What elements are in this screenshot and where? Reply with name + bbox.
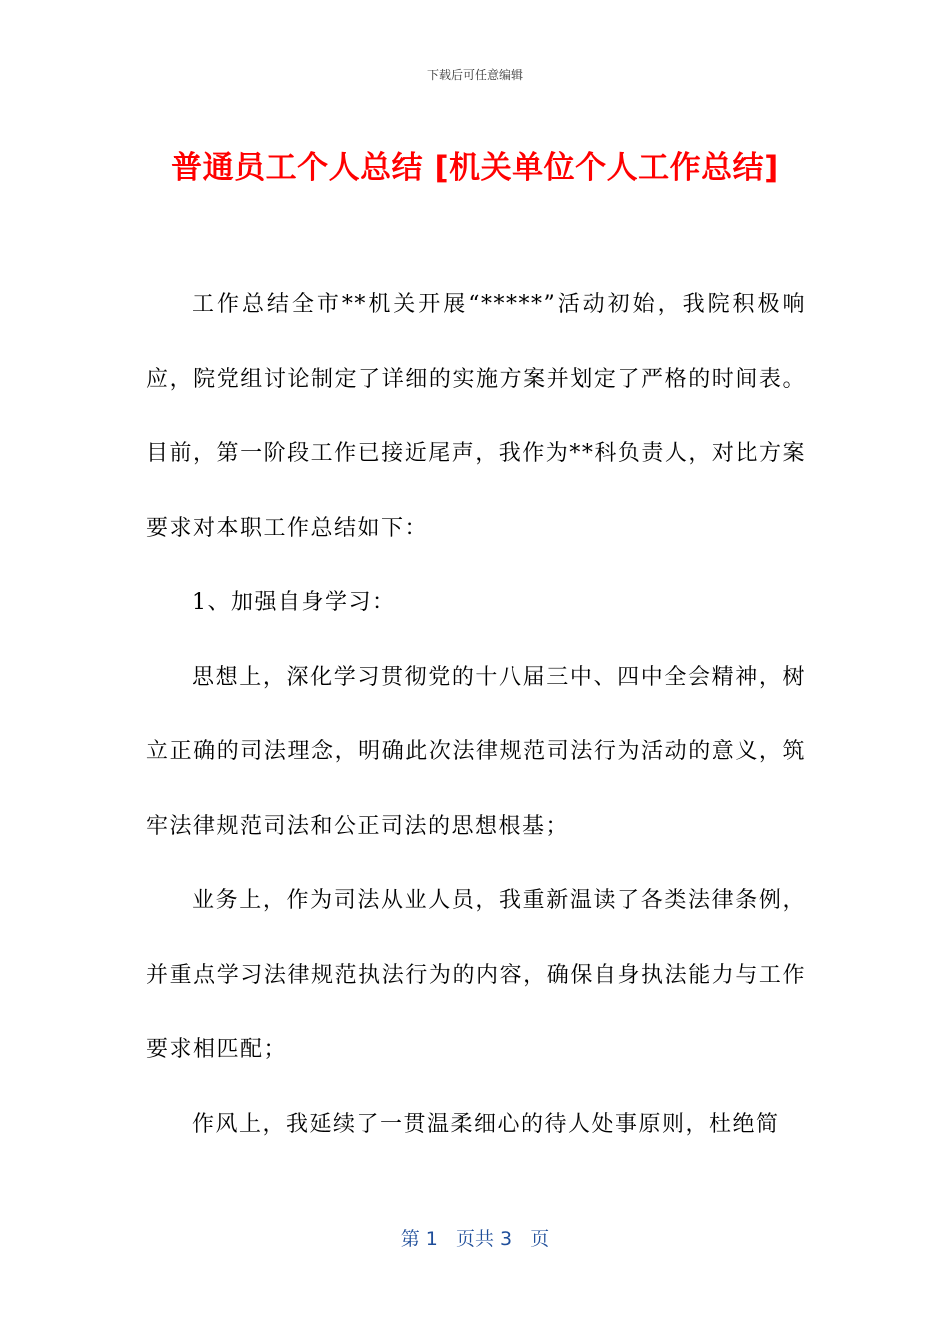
paragraph-heading-study: 1、加强自身学习： [192,590,396,615]
paragraph-thought: 思想上，深化学习贯彻党的十八届三中、四中全会精神，树立正确的司法理念，明确此次法律规范司法行为活动的意义，筑牢法律规范司法和公正司法的思想根基； [146,664,806,839]
paragraph-style: 作风上，我延续了一贯温柔细心的待人处事原则，杜绝简 [192,1111,780,1137]
header-note: 下载后可任意编辑 [426,68,523,82]
paragraph-intro: 工作总结全市**机关开展“*****”活动初始，我院积极响应，院党组讨论制定了详细的实施方案并划定了严格的时间表。目前，第一阶段工作已接近尾声，我作为**科负责人，对比方案要求对本职工作总结如下： [146,292,806,541]
document-body [146,268,806,1162]
paragraph-business: 业务上，作为司法从业人员，我重新温读了各类法律条例，并重点学习法律规范执法行为的内容，确保自身执法能力与工作要求相匹配； [146,888,806,1062]
page-number-footer: 第 1 页共 3 页 [400,1228,550,1250]
document-title: 普通员工个人总结 [机关单位个人工作总结] [171,150,779,186]
